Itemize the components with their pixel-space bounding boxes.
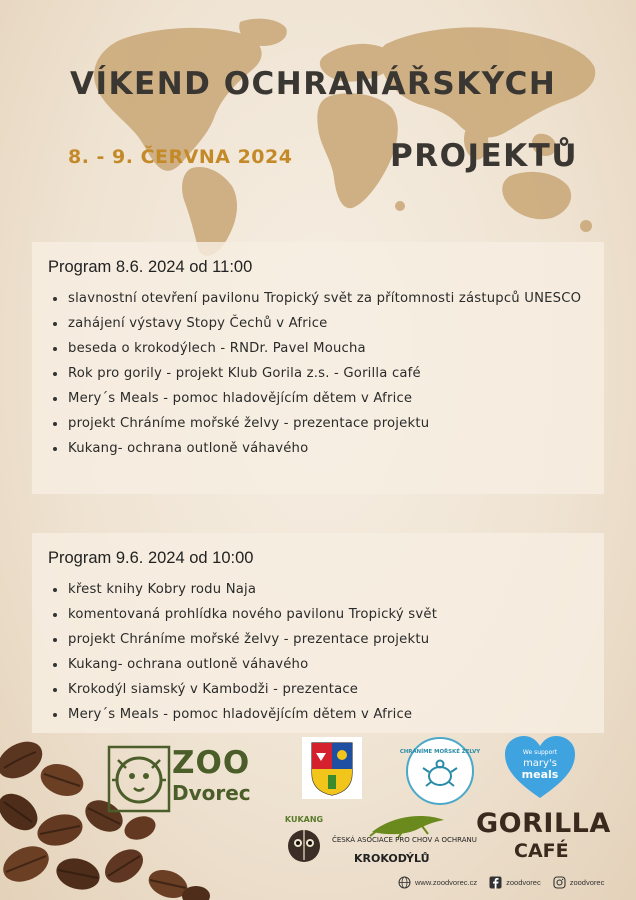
- list-item: Mery´s Meals - pomoc hladovějícím dětem v Africe: [48, 386, 586, 411]
- gorilla-logo-line2: CAFÉ: [514, 840, 569, 862]
- crocodile-icon: [332, 808, 462, 838]
- list-item: projekt Chráníme mořské želvy - prezentace projektu: [48, 627, 586, 652]
- regional-crest-logo: [302, 737, 362, 799]
- instagram-icon[interactable]: [553, 876, 566, 889]
- kukang-logo: [278, 812, 330, 868]
- list-item: Kukang- ochrana outloně váhavého: [48, 652, 586, 677]
- gorilla-cafe-logo: [474, 806, 611, 868]
- kukang-logo-text: KUKANG: [284, 815, 324, 824]
- marys-line1: We support: [522, 749, 558, 756]
- zoo-logo-line1: ZOO: [172, 745, 251, 781]
- list-item: křest knihy Kobry rodu Naja: [48, 577, 586, 602]
- heart-icon: [505, 736, 575, 800]
- list-item: Kukang- ochrana outloně váhavého: [48, 436, 586, 461]
- zoo-logo-text: [172, 746, 251, 806]
- event-date: 8. - 9. ČERVNA 2024: [68, 146, 293, 168]
- website-link[interactable]: www.zoodvorec.cz: [415, 877, 478, 887]
- zoo-logo-line2: Dvorec: [172, 781, 251, 805]
- list-item: slavnostní otevření pavilonu Tropický svět za přítomnosti zástupců UNESCO: [48, 286, 586, 311]
- program-panel-day2: [32, 533, 604, 733]
- program-list: [48, 286, 586, 461]
- program-panel-day1: [32, 242, 604, 494]
- title-line-1: VÍKEND OCHRANÁŘSKÝCH: [70, 66, 557, 102]
- croc-logo-line2: KROKODÝLŮ: [354, 852, 430, 865]
- marys-line3: meals: [521, 768, 559, 781]
- title-line-2: PROJEKTŮ: [390, 138, 578, 174]
- list-item: Rok pro gorily - projekt Klub Gorila z.s. - Gorilla café: [48, 361, 586, 386]
- list-item: Krokodýl siamský v Kambodži - prezentace: [48, 677, 586, 702]
- turtle-logo-text: CHRÁNÍME MOŘSKÉ ŽELVY: [399, 749, 481, 755]
- program-heading: Program 8.6. 2024 od 11:00: [48, 258, 253, 276]
- lion-icon: [108, 746, 170, 812]
- instagram-link[interactable]: zoodvorec: [569, 877, 605, 887]
- croc-logo-line1: ČESKÁ ASOCIACE PRO CHOV A OCHRANU: [332, 836, 477, 844]
- turtle-icon: [399, 736, 481, 806]
- globe-icon: [398, 876, 411, 889]
- facebook-link[interactable]: zoodvorec: [506, 877, 541, 887]
- list-item: zahájení výstavy Stopy Čechů v Africe: [48, 311, 586, 336]
- list-item: komentovaná prohlídka nového pavilonu Tropický svět: [48, 602, 586, 627]
- gorilla-logo-line1: GORILLA: [476, 808, 611, 839]
- croc-association-logo: [332, 808, 477, 868]
- loris-icon: [278, 812, 330, 868]
- list-item: Mery´s Meals - pomoc hladovějícím dětem v Africe: [48, 702, 586, 727]
- zoo-dvorec-logo: [108, 746, 258, 812]
- turtle-project-logo: [399, 736, 481, 806]
- list-item: beseda o krokodýlech - RNDr. Pavel Moucha: [48, 336, 586, 361]
- program-list: [48, 577, 586, 727]
- facebook-icon[interactable]: [489, 876, 502, 889]
- list-item: projekt Chráníme mořské želvy - prezentace projektu: [48, 411, 586, 436]
- program-heading: Program 9.6. 2024 od 10:00: [48, 549, 254, 567]
- footer-links: [398, 874, 612, 890]
- marys-meals-logo: [505, 736, 575, 800]
- world-map-image: [0, 0, 636, 260]
- marys-line2: mary's: [523, 758, 557, 769]
